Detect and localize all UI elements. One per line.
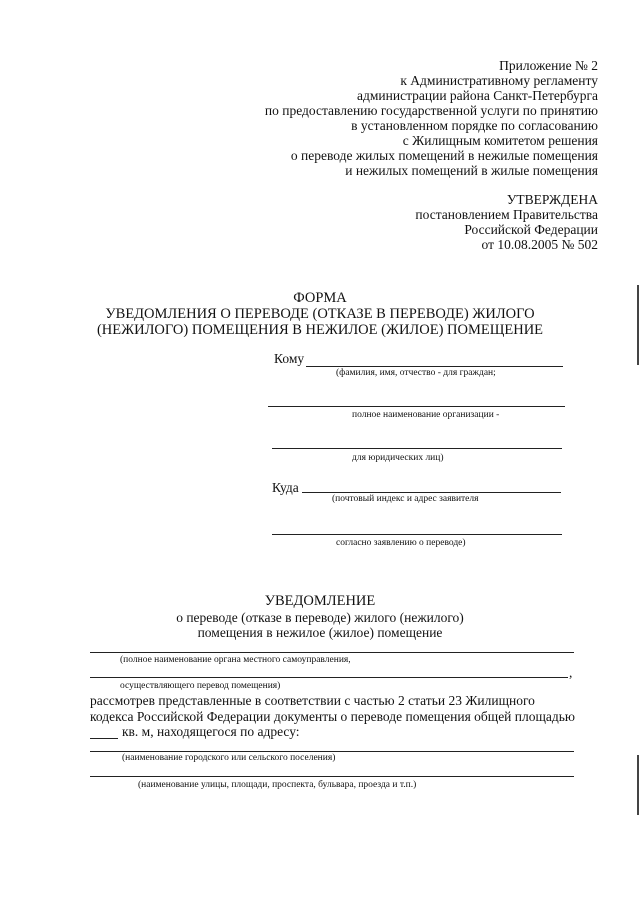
- to-caption: (фамилия, имя, отчество - для граждан;: [336, 368, 496, 378]
- scan-edge-mark: [637, 285, 639, 365]
- exec-caption: осуществляющего перевод помещения): [120, 681, 281, 691]
- legal-caption: для юридических лиц): [352, 453, 444, 463]
- to-label: Кому: [274, 351, 305, 366]
- body-line: рассмотрев представленные в соответствии с частью 2 статьи 23 Жилищного: [90, 693, 535, 708]
- form-title: ФОРМА: [293, 290, 347, 306]
- area-field[interactable]: [90, 738, 118, 739]
- notice-subtitle: помещения в нежилое (жилое) помещение: [197, 625, 443, 640]
- approved-line: от 10.08.2005 № 502: [481, 237, 598, 252]
- where-caption: (почтовый индекс и адрес заявителя: [332, 494, 479, 504]
- comma: ,: [569, 665, 573, 680]
- appendix-line: с Жилищным комитетом решения: [402, 133, 598, 148]
- to-field[interactable]: [306, 366, 563, 367]
- org-caption: полное наименование организации -: [352, 410, 500, 420]
- organ-field[interactable]: [90, 652, 574, 653]
- street-caption: (наименование улицы, площади, проспекта, бульвара, проезда и т.п.): [138, 780, 417, 790]
- approved-title: УТВЕРЖДЕНА: [506, 192, 598, 207]
- legal-field[interactable]: [272, 448, 562, 449]
- appendix-line: и нежилых помещений в жилые помещения: [345, 163, 598, 178]
- form-heading-line: УВЕДОМЛЕНИЯ О ПЕРЕВОДЕ (ОТКАЗЕ В ПЕРЕВОДЕ) ЖИЛОГО: [105, 306, 535, 322]
- per-caption: согласно заявлению о переводе): [336, 538, 466, 548]
- city-field[interactable]: [90, 751, 574, 752]
- approved-line: постановлением Правительства: [415, 207, 598, 222]
- approved-line: Российской Федерации: [464, 222, 598, 237]
- where-field[interactable]: [302, 492, 561, 493]
- appendix-line: Приложение № 2: [499, 58, 598, 73]
- form-heading-line: (НЕЖИЛОГО) ПОМЕЩЕНИЯ В НЕЖИЛОЕ (ЖИЛОЕ) ПОМЕЩЕНИЕ: [96, 322, 544, 338]
- street-field[interactable]: [90, 776, 574, 777]
- org-field[interactable]: [268, 406, 565, 407]
- body-line: кв. м, находящегося по адресу:: [122, 724, 300, 739]
- organ-caption: (полное наименование органа местного самоуправления,: [120, 655, 351, 665]
- appendix-line: к Административному регламенту: [400, 73, 598, 88]
- address-field[interactable]: [272, 534, 562, 535]
- where-label: Куда: [272, 480, 299, 495]
- body-line: кодекса Российской Федерации документы о переводе помещения общей площадью: [90, 709, 575, 724]
- notice-subtitle: о переводе (отказе в переводе) жилого (нежилого): [176, 610, 464, 625]
- organ-field-2[interactable]: [90, 677, 568, 678]
- appendix-line: по предоставлению государственной услуги по принятию: [264, 103, 598, 118]
- scan-edge-mark: [637, 755, 639, 815]
- appendix-line: администрации района Санкт-Петербурга: [357, 88, 598, 103]
- city-caption: (наименование городского или сельского поселения): [122, 753, 336, 763]
- appendix-line: в установленном порядке по согласованию: [351, 118, 598, 133]
- appendix-line: о переводе жилых помещений в нежилые помещения: [290, 148, 598, 163]
- notice-title: УВЕДОМЛЕНИЕ: [264, 593, 376, 609]
